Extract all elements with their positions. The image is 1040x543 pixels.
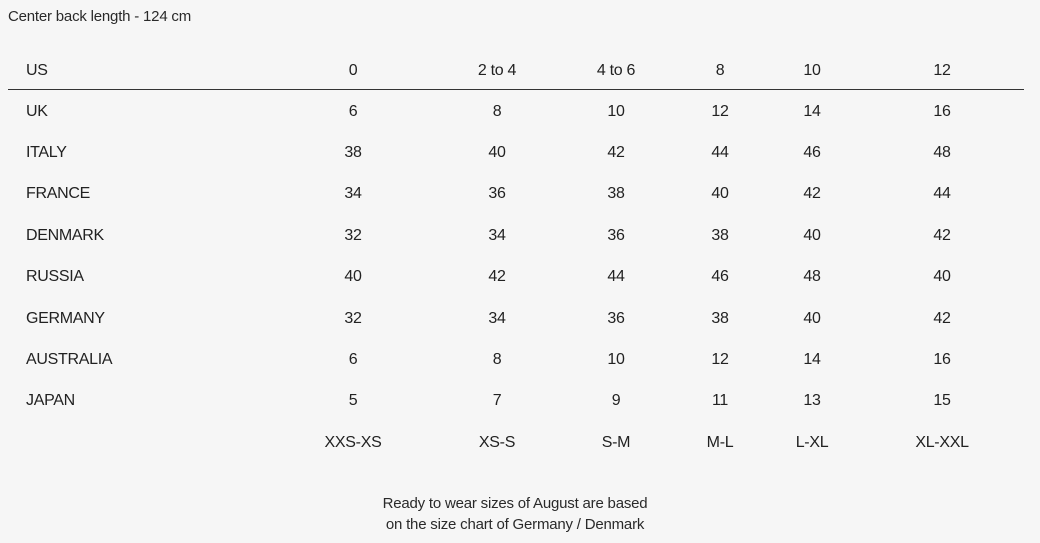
table-cell: 42 [933, 226, 951, 244]
table-cell: 5 [348, 392, 358, 410]
row-label: FRANCE [26, 185, 90, 203]
header-cell: 0 [348, 61, 358, 79]
table-cell: 44 [607, 268, 625, 286]
table-row [8, 339, 1024, 380]
table-cell: 16 [933, 351, 951, 369]
table-cell: 32 [344, 226, 362, 244]
size-chart-note-line: on the size chart of Germany / Denmark [385, 516, 645, 533]
size-label: S-M [601, 433, 631, 451]
table-cell: 40 [344, 268, 362, 286]
table-cell: 6 [348, 102, 358, 120]
size-chart-table [8, 52, 1024, 464]
table-cell: 32 [344, 309, 362, 327]
table-row [8, 132, 1024, 173]
table-row [8, 298, 1024, 339]
table-cell: 38 [607, 185, 625, 203]
table-row [8, 381, 1024, 422]
table-cell: 14 [803, 351, 821, 369]
table-row [8, 91, 1024, 132]
table-cell: 16 [933, 102, 951, 120]
row-label: ITALY [26, 144, 67, 162]
header-cell: 8 [715, 61, 725, 79]
table-cell: 48 [803, 268, 821, 286]
page-title: Center back length - 124 cm [8, 8, 192, 25]
row-label: UK [26, 102, 48, 120]
table-cell: 40 [803, 309, 821, 327]
table-cell: 46 [711, 268, 729, 286]
table-cell: 36 [607, 226, 625, 244]
table-header-row [8, 52, 1024, 90]
table-cell: 44 [711, 144, 729, 162]
table-cell: 38 [711, 226, 729, 244]
table-cell: 14 [803, 102, 821, 120]
table-cell: 8 [492, 102, 502, 120]
table-cell: 15 [933, 392, 951, 410]
table-cell: 6 [348, 351, 358, 369]
table-cell: 34 [344, 185, 362, 203]
table-cell: 44 [933, 185, 951, 203]
table-cell: 8 [492, 351, 502, 369]
table-cell: 46 [803, 144, 821, 162]
table-cell: 10 [607, 102, 625, 120]
table-row [8, 257, 1024, 298]
table-cell: 36 [488, 185, 506, 203]
table-cell: 10 [607, 351, 625, 369]
table-cell: 11 [711, 392, 729, 410]
size-chart-note [0, 493, 1030, 535]
table-cell: 7 [492, 392, 502, 410]
row-label: DENMARK [26, 226, 104, 244]
size-chart-note-line: Ready to wear sizes of August are based [382, 495, 648, 512]
table-cell: 38 [344, 144, 362, 162]
table-cell: 34 [488, 309, 506, 327]
table-cell: 36 [607, 309, 625, 327]
size-label: L-XL [795, 433, 829, 451]
table-cell: 42 [488, 268, 506, 286]
size-label: XS-S [478, 433, 516, 451]
table-row [8, 174, 1024, 215]
table-cell: 9 [611, 392, 621, 410]
table-cell: 40 [803, 226, 821, 244]
table-cell: 38 [711, 309, 729, 327]
header-cell: 2 to 4 [477, 61, 517, 79]
size-label-row [8, 422, 1024, 463]
table-cell: 13 [803, 392, 821, 410]
size-label: M-L [706, 433, 734, 451]
table-cell: 40 [711, 185, 729, 203]
table-cell: 12 [711, 351, 729, 369]
row-label: US [26, 61, 48, 79]
row-label: JAPAN [26, 392, 75, 410]
table-cell: 12 [711, 102, 729, 120]
table-row [8, 215, 1024, 256]
table-cell: 40 [488, 144, 506, 162]
table-cell: 42 [933, 309, 951, 327]
table-cell: 42 [607, 144, 625, 162]
header-cell: 4 to 6 [596, 61, 636, 79]
size-label: XL-XXL [915, 433, 969, 451]
row-label: GERMANY [26, 309, 105, 327]
size-label: XXS-XS [324, 433, 382, 451]
row-label: RUSSIA [26, 268, 84, 286]
table-cell: 40 [933, 268, 951, 286]
row-label: AUSTRALIA [26, 351, 113, 369]
table-cell: 48 [933, 144, 951, 162]
table-cell: 42 [803, 185, 821, 203]
header-cell: 10 [803, 61, 821, 79]
header-cell: 12 [933, 61, 951, 79]
table-cell: 34 [488, 226, 506, 244]
